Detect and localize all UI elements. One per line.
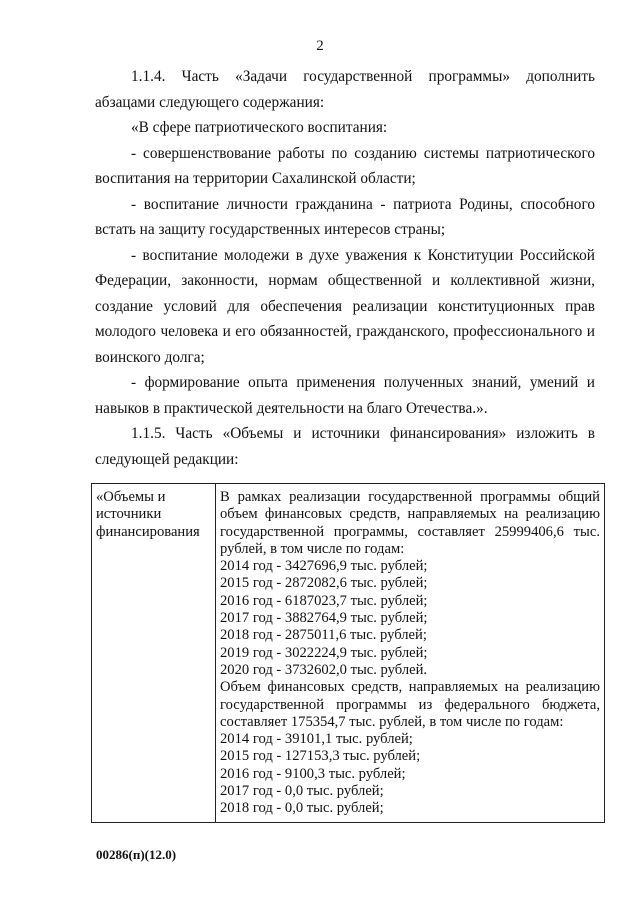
paragraph-1-1-5: 1.1.5. Часть «Объемы и источники финансирования» изложить в следующей редакции: bbox=[95, 425, 595, 468]
document-code: 00286(п)(12.0) bbox=[96, 847, 177, 862]
total-year-2019: 2019 год - 3022224,9 тыс. рублей; bbox=[220, 644, 428, 661]
financing-details-cell bbox=[216, 484, 605, 823]
federal-funding-intro: Объем финансовых средств, направляемых на реализацию государственной программы из федерального бюджета, составляет 175354,7 тыс. рублей, в том числе по годам: bbox=[220, 679, 600, 730]
total-year-2018: 2018 год - 2875011,6 тыс. рублей; bbox=[220, 627, 427, 644]
financing-label-cell: «Объемы и источники финансирования bbox=[92, 484, 216, 823]
federal-year-2017: 2017 год - 0,0 тыс. рублей; bbox=[220, 783, 384, 800]
total-year-2016: 2016 год - 6187023,7 тыс. рублей; bbox=[220, 592, 428, 609]
total-funding-intro: В рамках реализации государственной программы общий объем финансовых средств, направляемых на реализацию государственной программы, составляет 25999406,6 тыс. рублей, в том числе по годам: bbox=[220, 489, 600, 557]
total-year-2017: 2017 год - 3882764,9 тыс. рублей; bbox=[220, 610, 428, 627]
federal-year-2016: 2016 год - 9100,3 тыс. рублей; bbox=[220, 765, 406, 782]
total-year-2014: 2014 год - 3427696,9 тыс. рублей; bbox=[220, 558, 428, 575]
financing-table bbox=[91, 483, 605, 823]
page-number: 2 bbox=[316, 38, 324, 54]
paragraph-item-2: - воспитание личности гражданина - патриота Родины, способного встать на защиту государственных интересов страны; bbox=[95, 195, 595, 238]
paragraph-item-3: - воспитание молодежи в духе уважения к Конституции Российской Федерации, законности, нормам общественной и коллективной жизни, создание условий для обеспечения реализации конституционных прав молодого человека и его обязанностей, гражданского, профессионального и воинского долга; bbox=[95, 246, 595, 366]
paragraph-patriotic-heading: «В сфере патриотического воспитания: bbox=[131, 119, 388, 136]
total-year-2015: 2015 год - 2872082,6 тыс. рублей; bbox=[220, 575, 428, 592]
paragraph-item-4: - формирование опыта применения полученных знаний, умений и навыков в практической деятельности на благо Отечества.». bbox=[95, 374, 595, 417]
paragraph-1-1-4: 1.1.4. Часть «Задачи государственной программы» дополнить абзацами следующего содержания: bbox=[95, 68, 595, 111]
total-year-2020: 2020 год - 3732602,0 тыс. рублей. bbox=[220, 661, 428, 678]
paragraph-item-1: - совершенствование работы по созданию системы патриотического воспитания на территории Сахалинской области; bbox=[95, 144, 595, 187]
federal-year-2015: 2015 год - 127153,3 тыс. рублей; bbox=[220, 748, 421, 765]
body-text bbox=[95, 64, 595, 472]
federal-year-2018: 2018 год - 0,0 тыс. рублей; bbox=[220, 800, 384, 817]
federal-year-2014: 2014 год - 39101,1 тыс. рублей; bbox=[220, 731, 413, 748]
